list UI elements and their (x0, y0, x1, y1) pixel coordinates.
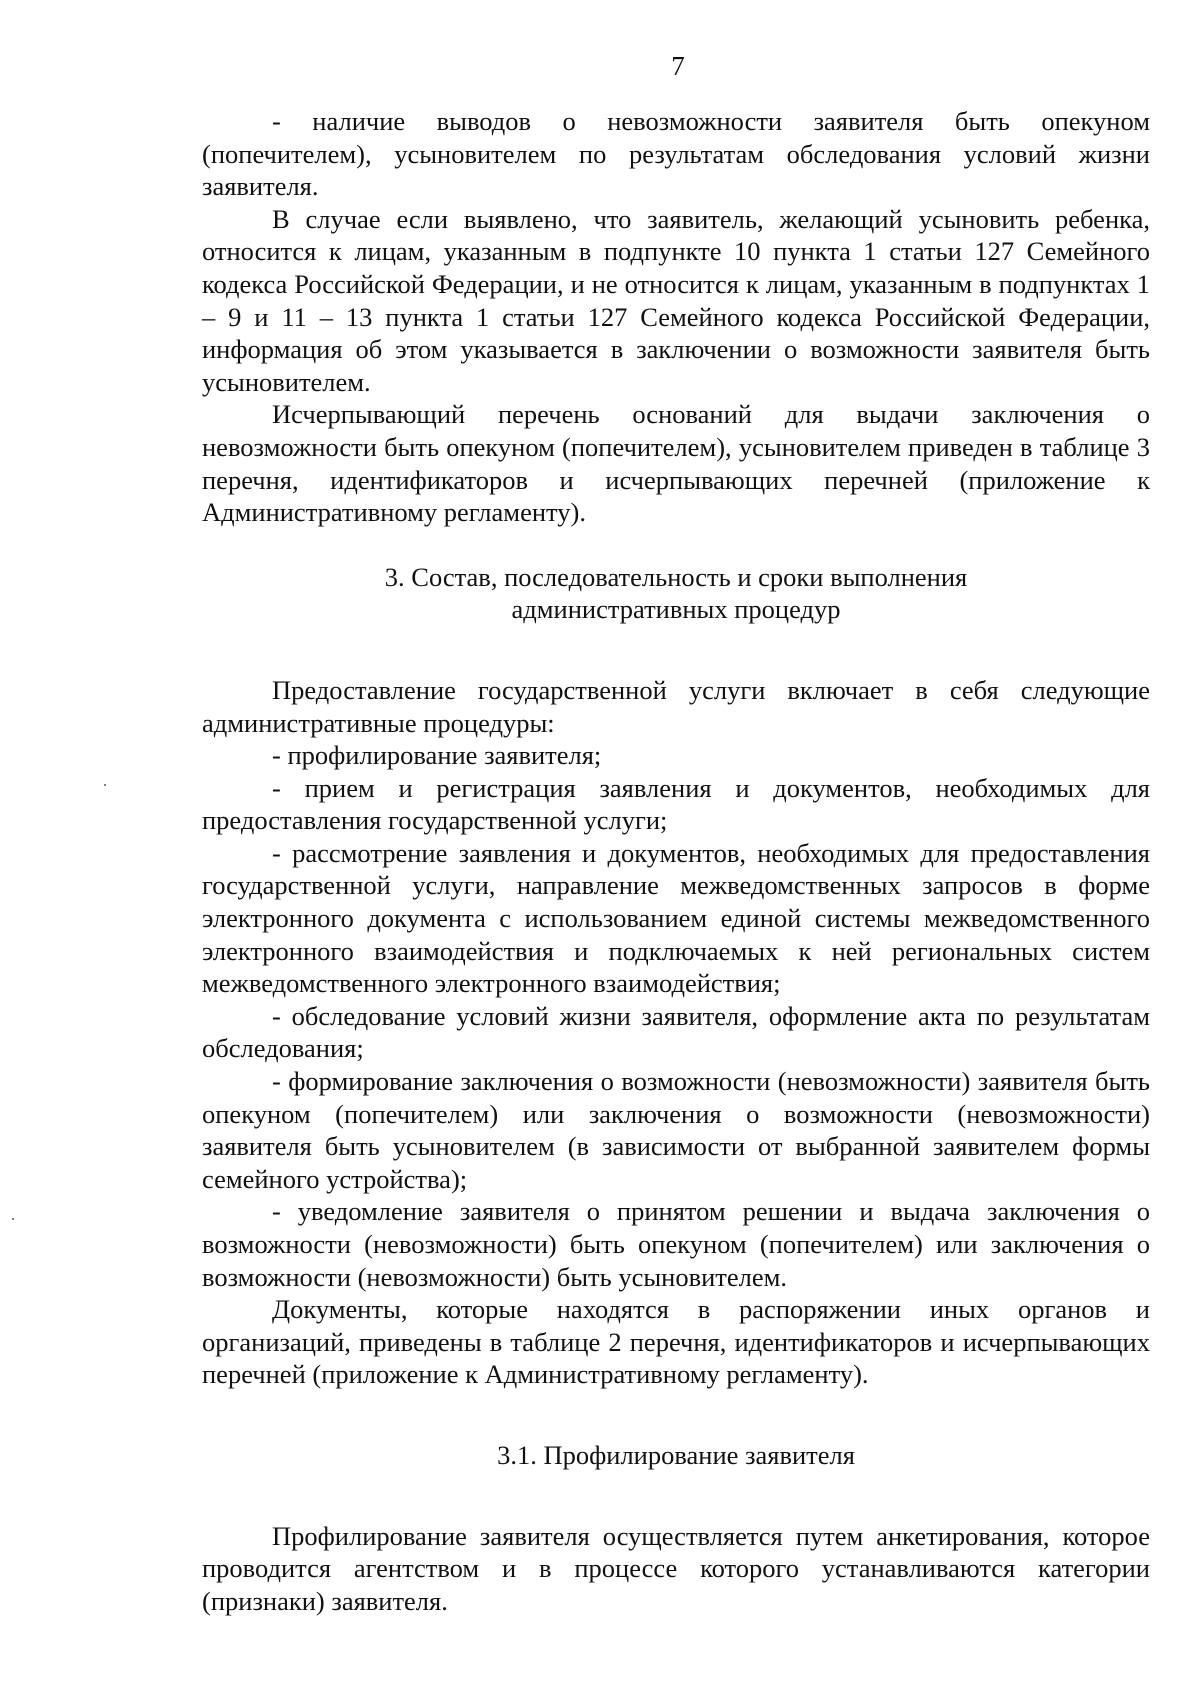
paragraph-procedures-intro: Предоставление государственной услуги включает в себя следующие административные процедуры: (202, 674, 1150, 738)
paragraph-no-guardian-conclusion: - наличие выводов о невозможности заявителя быть опекуном (попечителем), усыновителем по результатам обследования условий жизни заявителя. (202, 106, 1150, 202)
paragraph-adoption-article-127: В случае если выявлено, что заявитель, желающий усыновить ребенка, относится к лицам, указанным в подпункте 10 пункта 1 статьи 127 Семейного кодекса Российской Федерации, и не относится к лицам, указанным в подпунктах 1 – 9 и 11 – 13 пункта 1 статьи 127 Семейного кодекса Российской Федерации, информация об этом указывается в заключении о возможности заявителя быть усыновителем. (202, 203, 1150, 397)
section-3-heading-line-1: 3. Состав, последовательность и сроки выполнения (384, 561, 968, 592)
scan-speck (12, 1218, 14, 1220)
section-3-heading-line-2: административных процедур (511, 594, 841, 625)
list-item-profiling: - профилирование заявителя; (272, 740, 602, 771)
scan-speck (104, 784, 106, 786)
list-item-living-conditions-inspection: - обследование условий жизни заявителя, оформление акта по результатам обследования; (202, 1000, 1150, 1064)
section-3-heading (202, 561, 1150, 626)
section-3-1-heading: 3.1. Профилирование заявителя (497, 1439, 855, 1470)
list-item-notification-issuance: - уведомление заявителя о принятом решении и выдача заключения о возможности (невозможности) быть опекуном (попечителем) или заключения о возможности (невозможности) быть усыновителем. (202, 1196, 1150, 1292)
page-content (202, 105, 1150, 1617)
list-item-conclusion-formation: - формирование заключения о возможности (невозможности) заявителя быть опекуном (попечителем) или заключения о возможности (невозможности) заявителя быть усыновителем (в зависимости от выбранной заявителем формы семейного устройства); (202, 1066, 1150, 1194)
page-number: 7 (671, 51, 685, 81)
paragraph-profiling-description: Профилирование заявителя осуществляется путем анкетирования, которое проводится агентством и в процессе которого устанавливаются категории (признаки) заявителя. (202, 1520, 1150, 1616)
paragraph-documents-other-bodies: Документы, которые находятся в распоряжении иных органов и организаций, приведены в таблице 2 перечня, идентификаторов и исчерпывающих перечней (приложение к Административному регламенту). (202, 1294, 1150, 1390)
paragraph-grounds-list: Исчерпывающий перечень оснований для выдачи заключения о невозможности быть опекуном (попечителем), усыновителем приведен в таблице 3 перечня, идентификаторов и исчерпывающих перечней (приложение к Административному регламенту). (202, 399, 1150, 528)
list-item-review-interagency-requests: - рассмотрение заявления и документов, необходимых для предоставления государственной услуги, направление межведомственных запросов в форме электронного документа с использованием единой системы межведомственного электронного взаимодействия и подключаемых к ней региональных систем межведомственного электронного взаимодействия; (202, 837, 1150, 999)
list-item-reception-registration: - прием и регистрация заявления и документов, необходимых для предоставления государственной услуги; (202, 772, 1150, 836)
